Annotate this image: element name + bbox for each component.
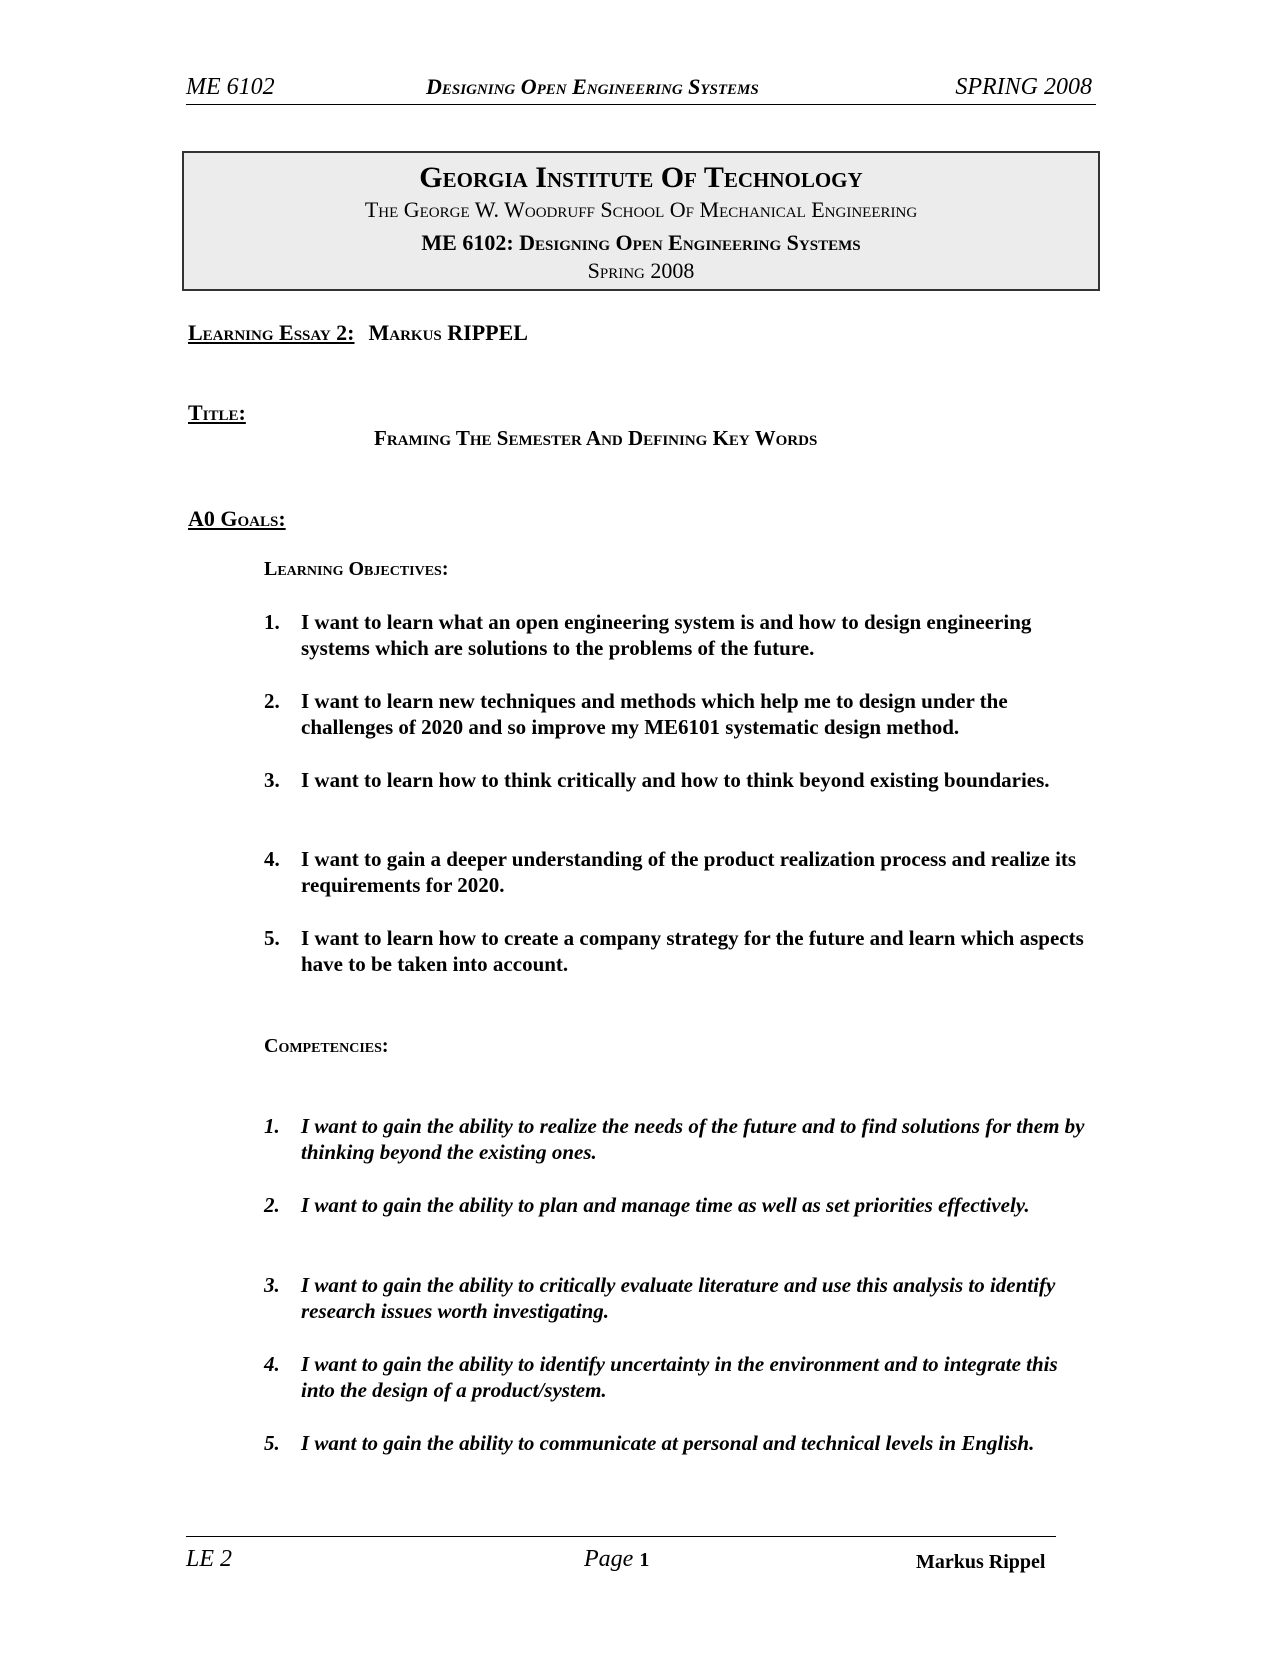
essay-title: Framing The Semester And Defining Key Words [374,426,818,450]
objective-text: I want to learn how to create a company strategy for the future and learn which aspects have to be taken into account. [301,926,1084,976]
essay-line [188,320,528,346]
competency-item [264,1272,1094,1324]
competency-number: 3. [264,1273,280,1297]
objective-number: 3. [264,768,280,792]
competency-item [264,1113,1094,1165]
page-number: 1 [639,1549,650,1571]
footer-doc-id: LE 2 [186,1546,233,1572]
competency-text: I want to gain the ability to realize the needs of the future and to find solutions for them by thinking beyond the existing ones. [301,1114,1085,1164]
course-name: ME 6102: Designing Open Engineering Systems [421,230,861,255]
footer-page [584,1546,649,1573]
objectives-heading: Learning Objectives: [264,558,449,580]
competency-item [264,1351,1094,1403]
competency-text: I want to gain the ability to communicate at personal and technical levels in English. [301,1431,1035,1455]
institution-name: Georgia Institute Of Technology [419,161,863,194]
objective-item [264,925,1094,977]
competency-number: 1. [264,1114,280,1138]
page-label: Page [584,1546,634,1572]
competency-item [264,1430,1094,1456]
header-course-code: ME 6102 [186,74,275,100]
competency-item [264,1192,1094,1218]
objective-number: 1. [264,610,280,634]
competency-number: 5. [264,1431,280,1455]
footer-rule [186,1536,1056,1537]
header-course-title: Designing Open Engineering Systems [426,74,759,99]
objective-number: 2. [264,689,280,713]
title-label: Title: [188,400,246,425]
objective-text: I want to learn what an open engineering system is and how to design engineering systems which are solutions to the problems of the future. [301,610,1032,660]
header-term: SPRING 2008 [955,74,1092,100]
running-header [186,74,1096,105]
objective-text: I want to learn how to think critically and how to think beyond existing boundaries. [301,768,1050,792]
objective-item [264,846,1094,898]
title-box [182,151,1100,291]
competency-text: I want to gain the ability to critically evaluate literature and use this analysis to identify research issues worth investigating. [301,1273,1056,1323]
objective-item [264,609,1094,661]
footer-author: Markus Rippel [916,1551,1046,1573]
competency-text: I want to gain the ability to identify uncertainty in the environment and to integrate this into the design of a product/system. [301,1352,1058,1402]
objective-text: I want to gain a deeper understanding of the product realization process and realize its requirements for 2020. [301,847,1077,897]
competency-text: I want to gain the ability to plan and manage time as well as set priorities effectively. [301,1193,1030,1217]
school-name: The George W. Woodruff School Of Mechanical Engineering [364,197,918,222]
objective-item [264,767,1094,793]
competencies-heading: Competencies: [264,1035,389,1057]
essay-label: Learning Essay 2: [188,320,355,345]
essay-author: Markus RIPPEL [368,320,528,345]
competency-number: 2. [264,1193,280,1217]
competency-number: 4. [264,1352,280,1376]
objective-number: 4. [264,847,280,871]
goals-label: A0 Goals: [188,506,286,531]
objective-text: I want to learn new techniques and methods which help me to design under the challenges of 2020 and so improve my ME6101 systematic design method. [301,689,1008,739]
objective-item [264,688,1094,740]
objective-number: 5. [264,926,280,950]
term-label: Spring 2008 [587,258,695,283]
